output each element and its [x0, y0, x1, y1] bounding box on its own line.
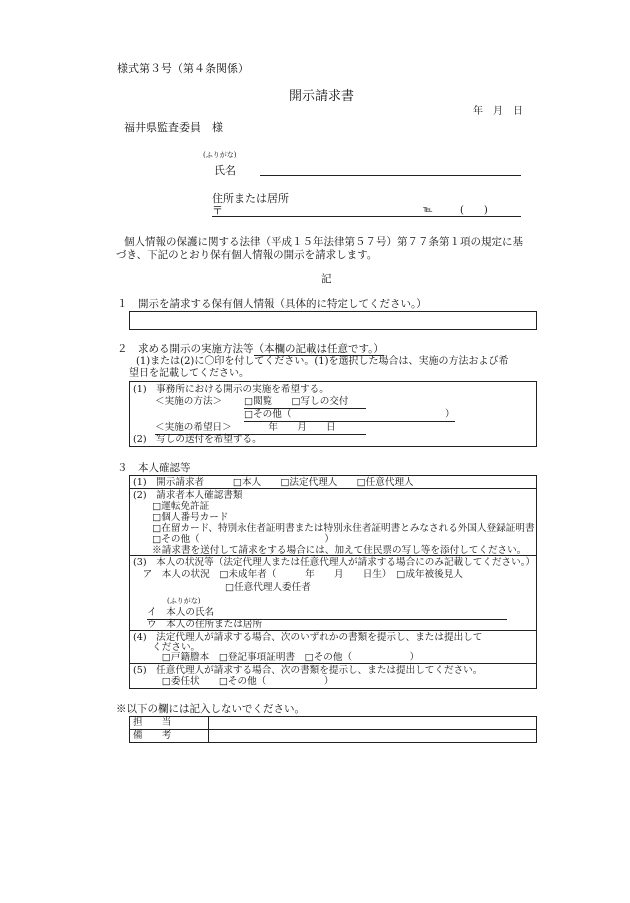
- legal-rep-box: [129, 630, 537, 664]
- person-address-label: ウ 本人の住所または居所: [147, 619, 263, 630]
- id-documents-box: [129, 488, 537, 556]
- requester-type-row: [129, 475, 537, 489]
- voluntary-principal-option[interactable]: □任意代理人委任者: [225, 582, 311, 593]
- section2-optional-note: （本欄の記載は任意です。）: [253, 343, 384, 355]
- office-use-table: [129, 716, 537, 743]
- id-documents-heading: (2) 請求者本人確認書類: [133, 490, 243, 501]
- ki-mark: 記: [321, 273, 332, 285]
- requester-type-options[interactable]: (1) 開示請求者 □本人 □法定代理人 □任意代理人: [133, 477, 414, 488]
- person-status-box: [129, 555, 537, 631]
- section3-heading: ３ 本人確認等: [117, 462, 191, 474]
- date-line: 年 月 日: [473, 106, 523, 117]
- name-label: 氏名: [214, 164, 236, 177]
- method-other[interactable]: □その他（ ）: [244, 409, 455, 420]
- form-number: 様式第３号（第４条関係）: [117, 62, 249, 75]
- office-label-charge: 担 当: [130, 717, 209, 730]
- legal-rep-documents[interactable]: □戸籍謄本 □登記事項証明書 □その他（ ）: [133, 652, 420, 663]
- section1-heading: １ 開示を請求する保有個人情報（具体的に特定してください。）: [117, 298, 427, 310]
- person-status-heading: (3) 本人の状況等（法定代理人または任意代理人が請求する場合にのみ記載してください。）: [133, 557, 536, 568]
- office-note: ※以下の欄には記入しないでください。: [116, 703, 305, 715]
- address-label: 住所または居所: [212, 192, 289, 205]
- office-value-charge: [209, 717, 537, 730]
- section2-note-2: 望日を記載してください。: [129, 368, 249, 379]
- requested-info-field[interactable]: [129, 311, 537, 330]
- method-label: ＜実施の方法＞: [155, 396, 223, 407]
- postal-mark: 〒: [212, 204, 223, 217]
- phone-icon: ℡: [423, 205, 433, 215]
- preferred-date-field[interactable]: 年 月 日: [238, 422, 366, 435]
- my-number-card-option[interactable]: □個人番号カード: [133, 512, 229, 523]
- voluntary-agent-heading: (5) 任意代理人が請求する場合、次の書類を提示し、または提出してください。: [133, 665, 483, 676]
- section2-note-1: (1)または(2)に〇印を付してください。(1)を選択した場合は、実施の方法および希: [136, 356, 509, 367]
- preferred-date-label: ＜実施の希望日＞: [155, 422, 238, 435]
- office-value-remarks: [209, 730, 537, 743]
- table-row: [130, 717, 537, 730]
- other-document-option[interactable]: □その他（ ）: [133, 534, 334, 545]
- drivers-license-option[interactable]: □運転免許証: [133, 501, 210, 512]
- section2-heading-text: ２ 求める開示の実施方法等: [117, 343, 254, 355]
- page-title: 開示請求書: [289, 89, 355, 104]
- phone-paren: ( ): [460, 205, 488, 216]
- mail-copy-option[interactable]: (2) 写しの送付を希望する。: [133, 434, 262, 445]
- voluntary-agent-box: [129, 663, 537, 689]
- name-field[interactable]: [260, 175, 521, 176]
- intro-line-2: づき、下記のとおり保有個人情報の開示を請求します。: [116, 249, 378, 261]
- person-status-options[interactable]: ア 本人の状況 □未成年者（ 年 月 日生） □成年被後見人: [133, 569, 463, 580]
- residence-card-option[interactable]: □在留カード、特別永住者証明書または特別永住者証明書とみなされる外国人登録証明書: [133, 523, 535, 534]
- person-furigana-label: (ふりがな): [167, 597, 201, 605]
- table-row: [130, 730, 537, 743]
- office-disclosure-option[interactable]: (1) 事務所における開示の実施を希望する。: [133, 384, 329, 395]
- mail-request-note: ※請求書を送付して請求をする場合には、加えて住民票の写し等を添付してください。: [133, 545, 527, 556]
- method-options[interactable]: □閲覧 □写しの交付: [244, 396, 366, 409]
- addressee: 福井県監査委員 様: [124, 121, 223, 134]
- person-name-label: イ 本人の氏名: [147, 607, 215, 618]
- intro-line-1: 個人情報の保護に関する法律（平成１５年法律第５７号）第７７条第１項の規定に基: [124, 236, 523, 248]
- legal-rep-heading-cont: ください。: [133, 642, 201, 653]
- voluntary-agent-documents[interactable]: □委任状 □その他（ ）: [133, 676, 334, 687]
- legal-rep-heading: (4) 法定代理人が請求する場合、次のいずれかの書類を提示し、または提出して: [133, 632, 483, 643]
- office-label-remarks: 備 考: [130, 730, 209, 743]
- disclosure-method-box: [129, 381, 537, 447]
- section2-heading: [117, 343, 384, 356]
- furigana-label: (ふりがな): [203, 151, 237, 159]
